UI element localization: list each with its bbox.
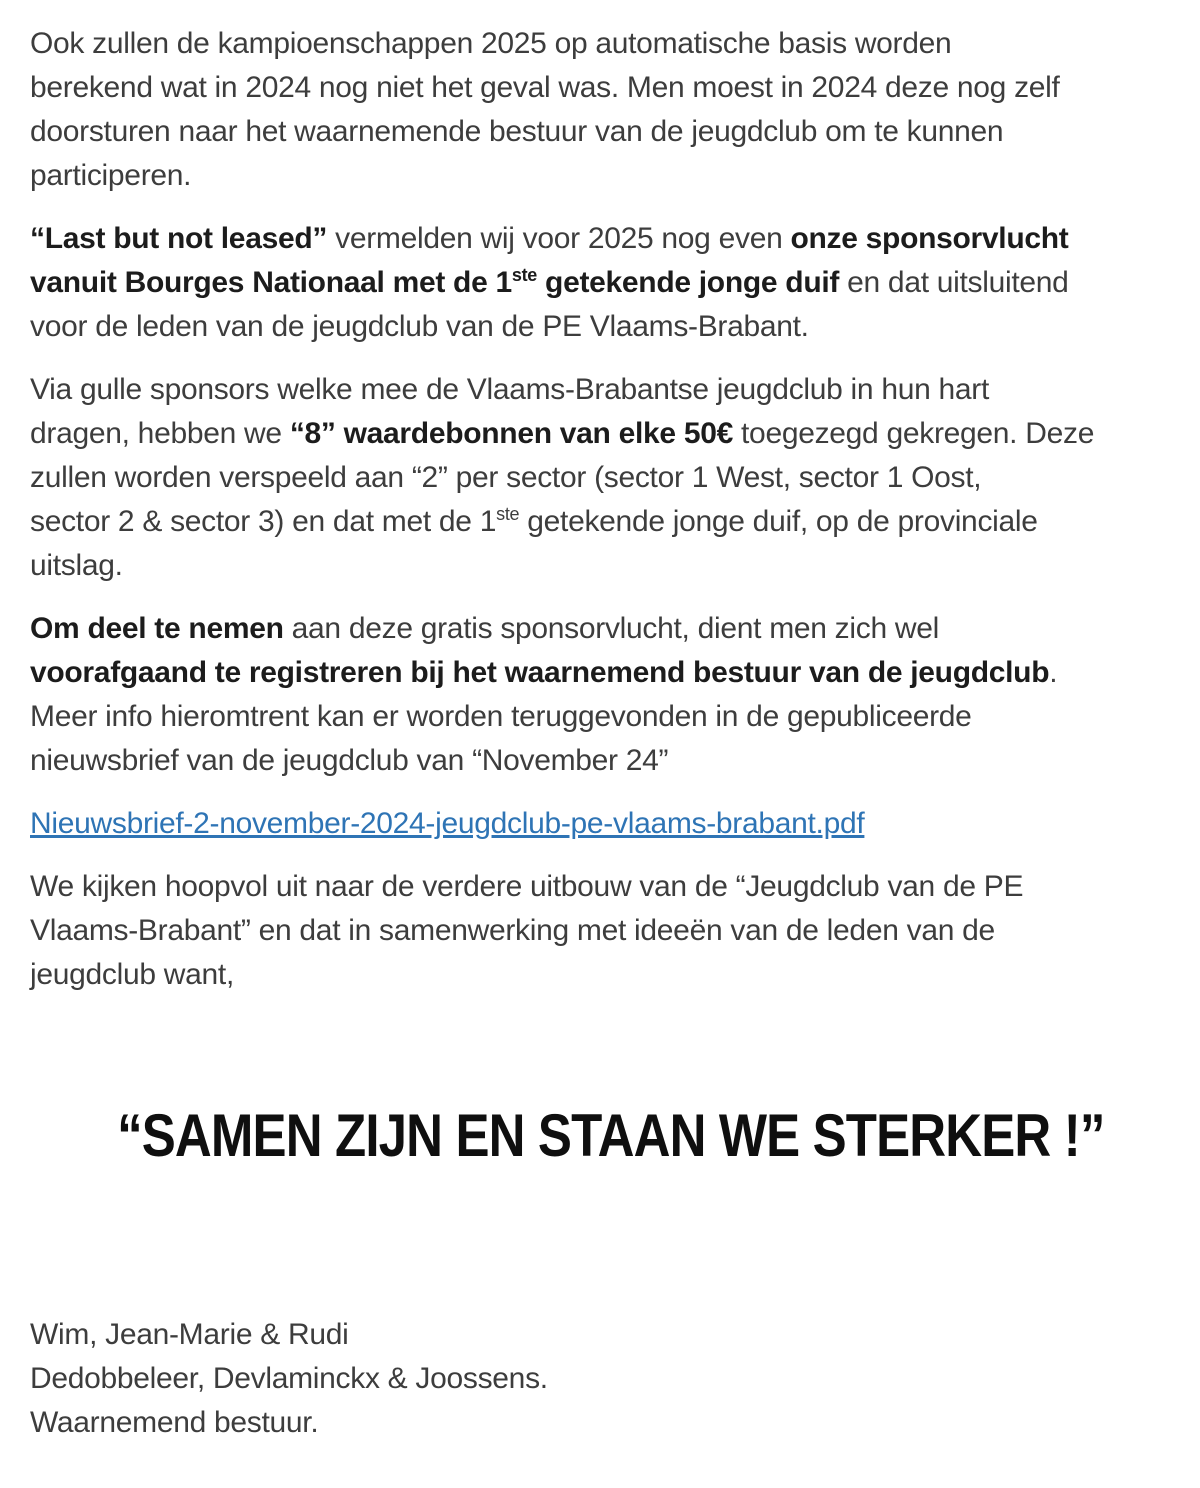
- paragraph-registreren: [30, 607, 1170, 783]
- text-run: .: [1049, 656, 1058, 689]
- text-run: ste: [496, 504, 520, 524]
- paragraph-sponsorvlucht: [30, 217, 1170, 349]
- text-run: Vlaams-Brabant” en dat in samenwerking met ideeën van de leden van de: [30, 914, 995, 947]
- text-run: jeugdclub want,: [30, 958, 234, 991]
- text-run: dragen, hebben we: [30, 417, 290, 450]
- bold-text-run: ste: [511, 265, 538, 285]
- paragraph-uitbouw: [30, 865, 1170, 997]
- text-run: en dat uitsluitend: [839, 266, 1069, 299]
- text-run: Meer info hieromtrent kan er worden teruggevonden in de gepubliceerde: [30, 700, 972, 733]
- text-run: doorsturen naar het waarnemende bestuur van de jeugdclub om te kunnen: [30, 115, 1004, 148]
- text-run: Ook zullen de kampioenschappen 2025 op automatische basis worden: [30, 27, 952, 60]
- bold-text-run: getekende jonge duif: [537, 266, 840, 299]
- text-run: We kijken hoopvol uit naar de verdere uitbouw van de “Jeugdclub van de PE: [30, 870, 1024, 903]
- text-run: toegezegd gekregen. Deze: [732, 417, 1095, 450]
- text-run: participeren.: [30, 159, 192, 192]
- paragraph-link: [30, 802, 1170, 846]
- paragraph-kampioenschappen: [30, 22, 1170, 198]
- text-run: nieuwsbrief van de jeugdclub van “November 24”: [30, 744, 669, 777]
- slogan-headline: [30, 1101, 1170, 1171]
- signature-first-names: Wim, Jean-Marie & Rudi: [30, 1318, 349, 1351]
- document-body: [30, 22, 1170, 997]
- signature-block: [30, 1313, 1170, 1445]
- text-run: Via gulle sponsors welke mee de Vlaams-Brabantse jeugdclub in hun hart: [30, 373, 990, 406]
- text-run: berekend wat in 2024 nog niet het geval was. Men moest in 2024 deze nog zelf: [30, 71, 1060, 104]
- slogan-headline-text: “SAMEN ZIJN EN STAAN WE STERKER !”: [117, 1102, 1105, 1169]
- text-run: aan deze gratis sponsorvlucht, dient men zich wel: [283, 612, 939, 645]
- paragraph-waardebonnen: [30, 368, 1170, 588]
- text-run: zullen worden verspeeld aan “2” per sector (sector 1 West, sector 1 Oost,: [30, 461, 982, 494]
- text-run: voor de leden van de jeugdclub van de PE Vlaams-Brabant.: [30, 310, 809, 343]
- newsletter-pdf-link[interactable]: Nieuwsbrief-2-november-2024-jeugdclub-pe-vlaams-brabant.pdf: [30, 807, 865, 840]
- bold-text-run: Om deel te nemen: [30, 612, 284, 645]
- bold-text-run: vanuit Bourges Nationaal met de 1: [30, 266, 512, 299]
- signature-role: Waarnemend bestuur.: [30, 1406, 319, 1439]
- signature-surnames: Dedobbeleer, Devlaminckx & Joossens.: [30, 1362, 548, 1395]
- text-run: vermelden wij voor 2025 nog even: [327, 222, 791, 255]
- bold-text-run: voorafgaand te registreren bij het waarnemend bestuur van de jeugdclub: [30, 656, 1050, 689]
- bold-text-run: “8” waardebonnen van elke 50€: [289, 417, 733, 450]
- bold-text-run: “Last but not leased”: [30, 222, 328, 255]
- text-run: sector 2 & sector 3) en dat met de 1: [30, 505, 497, 538]
- text-run: getekende jonge duif, op de provinciale: [519, 505, 1038, 538]
- bold-text-run: onze sponsorvlucht: [790, 222, 1069, 255]
- text-run: uitslag.: [30, 549, 123, 582]
